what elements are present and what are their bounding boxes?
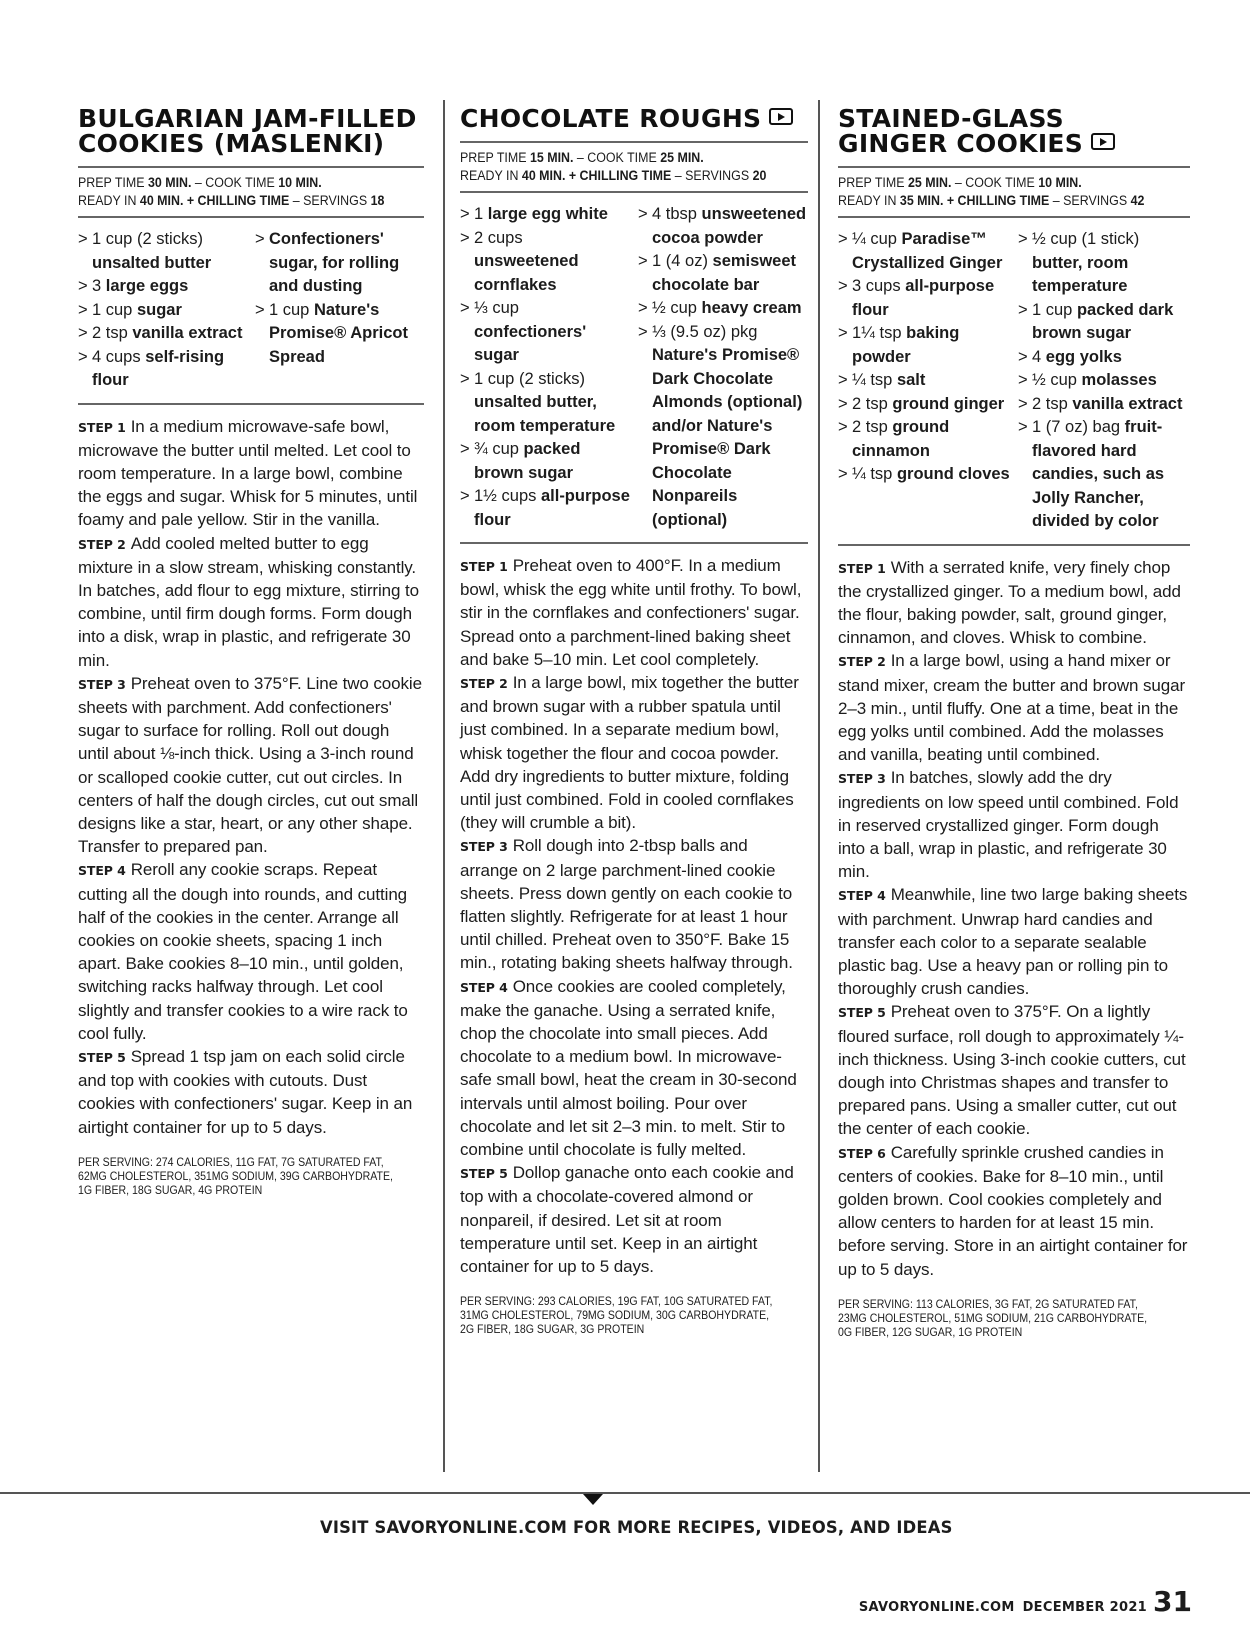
ingredient-item [838,416,1010,463]
recipe-step [460,1161,808,1278]
ingredient-name: unsweetened cocoa powder [652,205,807,247]
ingredient-name: baking powder [852,324,960,366]
recipe-title-line: STAINED-GLASS [838,104,1064,133]
ingredient-item [838,463,1010,487]
ingredient-item [838,275,1010,322]
ingredient-name: ground cinnamon [852,418,950,460]
recipe-step [838,766,1190,883]
ingredient-quantity: ⅓ (9.5 oz) pkg [652,322,758,341]
ingredient-item [78,228,247,275]
timing-ready-label: READY IN [78,193,137,208]
timing-servings-label: – SERVINGS [674,168,750,183]
recipe-title [838,106,1190,156]
step-label: STEP 4 [838,888,886,904]
visit-website-link[interactable]: VISIT SAVORYONLINE.COM FOR MORE RECIPES, VIDEOS, AND IDEAS [320,1518,953,1538]
step-text: Once cookies are cooled completely, make the ganache. Using a serrated knife, chop the chocolate into small pieces. Add chocolate to a medium bowl. In microwave-safe small bowl, heat the cream in 30-second intervals until almost boiling. Pour over chocolate and let sit 2–3 min. to melt. Stir to combine until chocolate is fully melted. [460,976,797,1160]
ingredient-quantity: ½ cup [652,299,697,317]
recipe-title [460,106,808,131]
step-label: STEP 3 [78,676,126,692]
timing-ready: 40 MIN. + CHILLING TIME [521,168,672,183]
footer-divider [0,1492,1250,1494]
recipe-title [78,106,424,156]
recipe-step [78,672,424,859]
ingredient-name: Nature's Promise® Apricot Spread [269,300,408,366]
ingredient-item [460,438,630,485]
ingredient-item [1018,299,1190,346]
ingredient-item [460,485,630,532]
recipe-bulgarian-jam-filled-cookies [78,100,424,1197]
ingredient-name: all-purpose flour [474,487,630,529]
ingredient-item [255,228,424,299]
ingredient-quantity: 4 cups [92,347,141,366]
recipe-stained-glass-ginger-cookies [838,100,1190,1339]
recipe-timing [838,168,1162,216]
ingredient-item [78,346,247,393]
step-label: STEP 1 [838,560,886,576]
timing-cook: 25 MIN. [660,150,704,165]
recipe-steps [78,405,424,1139]
page-folio [858,1585,1192,1618]
ingredient-item [460,227,630,298]
nutrition-line: PER SERVING: 274 CALORIES, 11G FAT, 7G SATURATED FAT, [78,1154,384,1169]
ingredient-quantity: 2 tsp [852,394,888,413]
ingredient-item [638,203,808,250]
ingredient-name: semisweet chocolate bar [652,252,796,294]
step-text: Carefully sprinkle crushed candies in centers of cookies. Bake for 8–10 min., until golden brown. Cool cookies completely and allow centers to harden for at least 15 min. before serving. Store in an airtight container for up to 5 days. [838,1142,1188,1279]
recipe-step [838,1000,1190,1140]
timing-cook: 10 MIN. [278,175,322,190]
ingredient-name: packed dark brown sugar [1032,300,1174,342]
recipe-step [838,556,1190,650]
ingredient-item [460,203,630,227]
ingredient-item [78,299,247,323]
step-text: In a large bowl, mix together the butter and brown sugar with a rubber spatula until just combined. In a separate medium bowl, whisk together the flour and cocoa powder. Add dry ingredients to butter mixture, folding until just combined. Fold in cooled cornflakes (they will crumble a bit). [460,673,799,833]
ingredient-quantity: 1½ cups [474,487,537,505]
step-text: Preheat oven to 400°F. In a medium bowl, whisk the egg white until frothy. To bowl, stir in the cornflakes and confectioners' sugar. Spread onto a parchment-lined baking sheet and bake 5–10 min. Let cool completely. [460,556,802,669]
ingredient-quantity: ½ cup (1 stick) [1032,230,1140,248]
step-label: STEP 2 [838,654,886,670]
step-label: STEP 5 [460,1166,508,1182]
ingredient-quantity: 1 cup (2 sticks) [92,230,203,248]
ingredient-name: large eggs [105,277,189,295]
ingredient-quantity: 1 [474,205,484,223]
step-text: Meanwhile, line two large baking sheets with parchment. Unwrap hard candies and transfer each color to a separate sealable plastic bag. Use a heavy pan or rolling pin to thoroughly crush candies. [838,885,1188,999]
timing-servings: 42 [1130,193,1145,208]
recipe-timing [78,168,396,216]
timing-ready-label: READY IN [838,193,897,208]
ingredients-column [838,228,1010,534]
step-text: Preheat oven to 375°F. Line two cookie sheets with parchment. Add confectioners' sugar to surface for rolling. Roll out dough until about ⅛-inch thick. Using a 3-inch round or scalloped cookie cutter, cut out circles. In centers of half the dough circles, cut out small designs like a star, heart, or any other shape. Transfer to prepared pan. [78,673,422,857]
ingredient-item [638,250,808,297]
step-label: STEP 3 [460,839,508,855]
nutrition-line: PER SERVING: 293 CALORIES, 19G FAT, 10G SATURATED FAT, [460,1294,773,1309]
ingredient-name: butter, room temperature [1032,253,1129,295]
recipe-title-line: BULGARIAN JAM-FILLED [78,104,417,133]
timing-cook-label: – COOK TIME [194,175,275,190]
timing-servings: 20 [752,168,767,183]
ingredient-name: self-rising flour [92,347,225,389]
step-label: STEP 2 [460,676,508,692]
ingredients-column [247,228,424,393]
ingredient-name: vanilla extract [132,324,243,342]
column-divider [818,100,820,1472]
ingredient-quantity: 1 cup (2 sticks) [474,369,585,388]
step-label: STEP 6 [838,1145,886,1161]
ingredient-item [1018,369,1190,393]
ingredient-quantity: ¾ cup [474,440,519,458]
ingredient-item [1018,416,1190,534]
ingredient-quantity: ½ cup [1032,371,1077,389]
ingredient-name: vanilla extract [1072,394,1183,413]
video-play-icon[interactable] [1091,133,1115,150]
ingredient-item [638,297,808,321]
ingredient-name: unsalted butter [92,253,212,272]
ingredient-name: salt [896,371,926,389]
ingredient-quantity: 4 tbsp [652,205,697,223]
page-number: 31 [1153,1585,1192,1618]
video-play-icon[interactable] [769,108,793,125]
ingredient-item [78,275,247,299]
timing-servings: 18 [370,193,385,208]
recipe-step [460,975,808,1162]
step-text: In batches, slowly add the dry ingredients on low speed until combined. Fold in reserved crystallized ginger. Form dough into a ball, wrap in plastic, and refrigerate 30 min. [838,768,1179,882]
nutrition-line: 31MG CHOLESTEROL, 79MG SODIUM, 30G CARBOHYDRATE, [460,1308,770,1323]
timing-servings-label: – SERVINGS [1052,193,1128,208]
ingredient-name: unsweetened cornflakes [474,252,579,294]
nutrition-line: 62MG CHOLESTEROL, 351MG SODIUM, 39G CARBOHYDRATE, [78,1168,393,1183]
nutrition-line: PER SERVING: 113 CALORIES, 3G FAT, 2G SATURATED FAT, [838,1296,1138,1311]
ingredient-quantity: 1 cup [269,300,310,319]
ingredient-name: unsalted butter, room temperature [474,393,616,435]
step-label: STEP 4 [78,863,126,879]
ingredient-quantity: 2 tsp [852,418,888,436]
ingredient-item [638,321,808,533]
ingredients-list [460,193,808,542]
ingredient-name: packed brown sugar [474,440,581,482]
recipe-steps [838,546,1190,1281]
ingredient-item [460,368,630,439]
step-text: In a medium microwave-safe bowl, microwave the butter until melted. Let cool to room temperature. In a large bowl, combine the eggs and sugar. Whisk for 5 minutes, until foamy and pale yellow. Stir in the vanilla. [78,416,418,530]
ingredient-quantity: 1 cup [1032,300,1073,319]
timing-prep-label: PREP TIME [78,175,145,190]
ingredient-name: ground ginger [892,394,1005,413]
ingredient-quantity: ¼ tsp [852,465,893,483]
recipe-title-line: GINGER COOKIES [838,129,1084,158]
step-text: Reroll any cookie scraps. Repeat cutting all the dough into rounds, and cutting half of the cookies in the center. Arrange all cookies on cookie sheets, spacing 1 inch apart. Bake cookies 8–10 min., until golden, switching racks halfway through. Let cool slightly and transfer cookies to a wire rack to cool fully. [78,860,408,1043]
step-text: Dollop ganache onto each cookie and top with a chocolate-covered almond or nonpareil, if desired. Let sit at room temperature until set. Keep in an airtight container for up to 5 days. [460,1163,794,1277]
timing-servings-label: – SERVINGS [292,193,368,208]
nutrition-line: 0G FIBER, 12G SUGAR, 1G PROTEIN [838,1324,1023,1339]
ingredient-name: egg yolks [1045,347,1122,366]
ingredient-name: confectioners' sugar [474,322,587,364]
ingredient-item [78,322,247,346]
recipe-steps [460,544,808,1278]
ingredients-column [630,203,808,532]
step-text: With a serrated knife, very finely chop the crystallized ginger. To a medium bowl, add the flour, baking powder, salt, ground ginger, cinnamon, and cloves. Whisk to combine. [838,557,1181,648]
ingredient-item [838,369,1010,393]
step-label: STEP 2 [78,536,126,552]
step-label: STEP 1 [78,419,126,435]
ingredient-quantity: 2 cups [474,228,523,247]
timing-prep-label: PREP TIME [838,175,905,190]
timing-cook: 10 MIN. [1038,175,1082,190]
step-text: Add cooled melted butter to egg mixture in a slow stream, whisking constantly. In batches, add flour to egg mixture, stirring to combine, until firm dough forms. Form dough into a disk, wrap in plastic, and refrigerate 30 min. [78,533,419,670]
ingredient-name: all-purpose flour [852,277,995,319]
ingredient-quantity: ⅓ cup [474,299,519,317]
timing-prep: 15 MIN. [529,150,574,165]
nutrition-info [460,1294,812,1336]
recipe-step [838,649,1190,766]
ingredient-item [255,299,424,370]
ingredient-name: heavy cream [701,299,802,317]
timing-prep-label: PREP TIME [460,150,527,165]
ingredients-column [460,203,630,532]
ingredient-item [1018,393,1190,417]
ingredient-item [1018,228,1190,299]
timing-ready: 40 MIN. + CHILLING TIME [139,193,290,208]
nutrition-line: 2G FIBER, 18G SUGAR, 3G PROTEIN [460,1322,645,1337]
recipe-step [460,554,808,671]
ingredient-quantity: 2 tsp [1032,394,1068,413]
step-label: STEP 3 [838,771,886,787]
recipe-step [460,671,808,834]
ingredient-name: Paradise™ Crystallized Ginger [852,230,1003,272]
ingredient-name: Nature's Promise® Dark Chocolate Almonds (optional) and/or Nature's Promise® Dark Chocolate Nonpareils (optional) [652,346,803,529]
nutrition-line: 1G FIBER, 18G SUGAR, 4G PROTEIN [78,1182,263,1197]
ingredient-quantity: 4 [1032,347,1042,366]
recipe-step [78,1045,424,1139]
arrow-down-icon [583,1494,603,1505]
ingredients-list [838,218,1190,544]
ingredients-column [1010,228,1190,534]
ingredients-list [78,218,424,403]
step-label: STEP 4 [460,979,508,995]
ingredient-name: Confectioners' sugar, for rolling and dusting [269,230,400,295]
recipe-step [78,415,424,532]
ingredient-name: fruit-flavored hard candies, such as Jolly Rancher, divided by color [1032,418,1165,530]
ingredient-name: ground cloves [896,465,1010,483]
recipe-title-line: CHOCOLATE ROUGHS [460,104,762,133]
ingredient-name: sugar [136,300,182,319]
issue-date: DECEMBER 2021 [1022,1600,1148,1615]
ingredient-item [838,322,1010,369]
step-label: STEP 1 [460,559,508,574]
recipe-title-line: COOKIES (MASLENKI) [78,129,385,158]
ingredient-item [1018,346,1190,370]
step-text: In a large bowl, using a hand mixer or stand mixer, cream the butter and brown sugar 2–3 min., until fluffy. One at a time, beat in the egg yolks until combined. Add the molasses and vanilla, beating until combined. [838,651,1186,765]
step-text: Preheat oven to 375°F. On a lightly floured surface, roll dough to approximately ¼-inch thickness. Using 3-inch cookie cutters, cut dough into Christmas shapes and transfer to prepared pans. Using a smaller cutter, cut out the center of each cookie. [838,1002,1186,1139]
timing-prep: 30 MIN. [147,175,192,190]
nutrition-info [838,1297,1190,1339]
ingredient-quantity: 2 tsp [92,324,128,342]
ingredient-quantity: 1 (4 oz) [652,252,708,270]
ingredient-name: large egg white [487,205,608,223]
website-name[interactable]: SAVORYONLINE.COM [858,1600,1015,1615]
nutrition-line: 23MG CHOLESTEROL, 51MG SODIUM, 21G CARBOHYDRATE, [838,1310,1148,1325]
ingredient-quantity: ¼ tsp [852,371,893,389]
ingredient-item [460,297,630,368]
recipe-step [838,1141,1190,1281]
ingredient-name: molasses [1081,371,1157,389]
timing-ready-label: READY IN [460,168,519,183]
recipe-step [78,858,424,1045]
recipe-timing [460,143,780,191]
ingredient-quantity: 3 cups [852,277,901,295]
ingredient-item [838,228,1010,275]
ingredient-quantity: 1 (7 oz) bag [1032,418,1121,436]
step-label: STEP 5 [78,1049,126,1065]
column-divider [443,100,445,1472]
ingredient-item [838,393,1010,417]
recipe-step [78,532,424,672]
ingredient-quantity: ¼ cup [852,230,897,248]
ingredients-column [78,228,247,393]
ingredient-quantity: 1 cup [92,300,133,319]
timing-prep: 25 MIN. [907,175,952,190]
timing-cook-label: – COOK TIME [954,175,1035,190]
step-text: Spread 1 tsp jam on each solid circle and top with cookies with cutouts. Dust cookies with confectioners' sugar. Keep in an airtight container for up to 5 days. [78,1046,413,1137]
nutrition-info [78,1155,430,1197]
timing-ready: 35 MIN. + CHILLING TIME [899,193,1050,208]
step-text: Roll dough into 2-tbsp balls and arrange on 2 large parchment-lined cookie sheets. Press down gently on each cookie to flatten slightly. Refrigerate for at least 1 hour until chilled. Preheat oven to 350°F. Bake 15 min., rotating baking sheets halfway through. [460,836,793,973]
step-label: STEP 5 [838,1005,886,1021]
recipe-chocolate-roughs [460,100,808,1336]
recipe-step [838,883,1190,1000]
ingredient-quantity: 1¼ tsp [852,324,902,342]
recipe-step [460,834,808,974]
timing-cook-label: – COOK TIME [576,150,657,165]
ingredient-quantity: 3 [92,277,102,295]
